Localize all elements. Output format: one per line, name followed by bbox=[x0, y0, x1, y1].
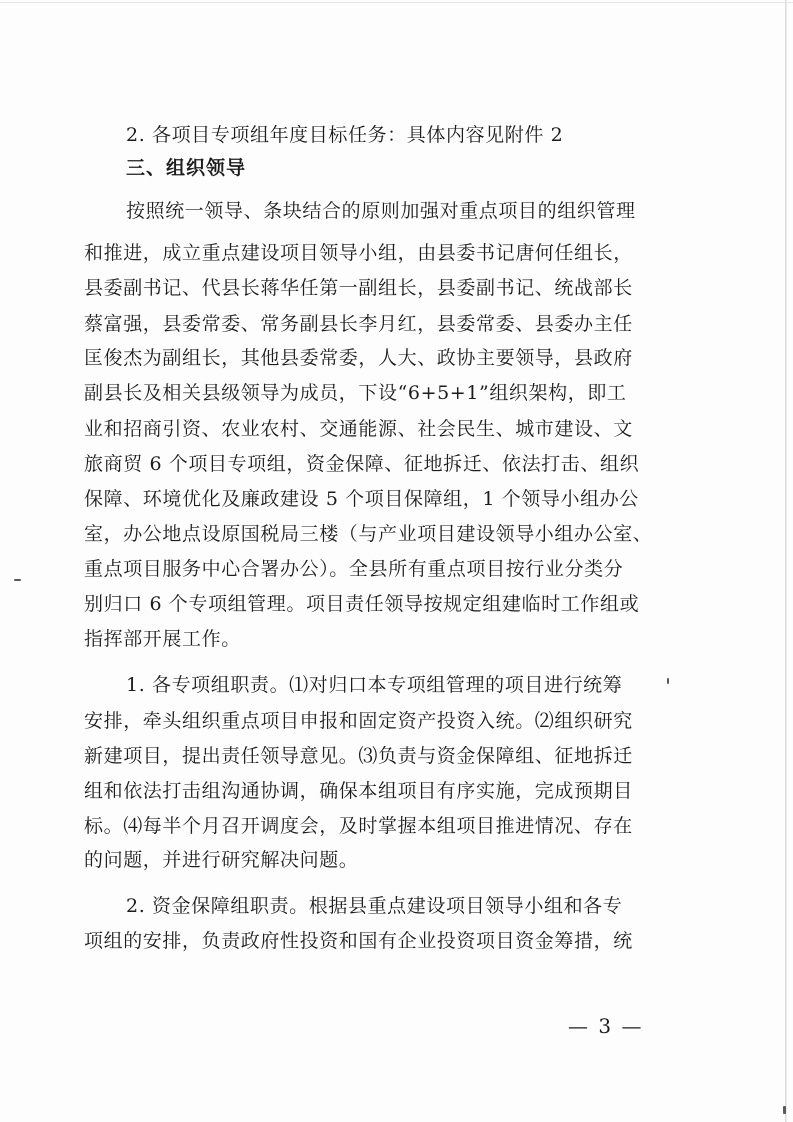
page-number: — 3 — bbox=[568, 1014, 644, 1038]
paragraph-line: 县委副书记、代县长蒋华任第一副组长，县委副书记、统战部长 bbox=[84, 277, 633, 299]
paragraph-line: 旅商贸 6 个项目专项组，资金保障、征地拆迁、依法打击、组织 bbox=[84, 453, 640, 475]
scan-top-edge bbox=[0, 2, 793, 3]
paragraph-line: 副县长及相关县级领导为成员，下设“6+5+1”组织架构，即工 bbox=[84, 382, 627, 404]
paragraph-line: 蔡富强，县委常委、常务副县长李月红，县委常委、县委办主任 bbox=[84, 313, 633, 335]
paragraph-line: 2. 资金保障组职责。根据县重点建设项目领导小组和各专 bbox=[126, 895, 623, 917]
paragraph-line: 1. 各专项组职责。⑴对归口本专项组管理的项目进行统筹 bbox=[126, 674, 623, 696]
section-heading-organization: 三、组织领导 bbox=[126, 157, 247, 179]
paragraph-line: 业和招商引资、农业农村、交通能源、社会民生、城市建设、文 bbox=[84, 418, 633, 440]
paragraph-line: 指挥部开展工作。 bbox=[84, 628, 241, 650]
paragraph-line: 标。⑷每半个月召开调度会，及时掌握本组项目推进情况、存在 bbox=[84, 815, 633, 837]
scan-speck bbox=[667, 678, 669, 684]
paragraph-line: 组和依法打击组沟通协调，确保本组项目有序实施，完成预期目 bbox=[84, 780, 633, 802]
paragraph-line: 匡俊杰为副组长，其他县委常委，人大、政协主要领导，县政府 bbox=[84, 347, 633, 369]
paragraph-line: 和推进，成立重点建设项目领导小组，由县委书记唐何任组长， bbox=[84, 242, 633, 264]
paragraph-line: 别归口 6 个专项组管理。项目责任领导按规定组建临时工作组或 bbox=[84, 593, 640, 615]
paragraph-line: 按照统一领导、条块结合的原则加强对重点项目的组织管理 bbox=[126, 200, 636, 222]
scan-speck bbox=[783, 1106, 786, 1114]
scan-right-edge bbox=[785, 0, 787, 1122]
paragraph-line: 室，办公地点设原国税局三楼（与产业项目建设领导小组办公室、 bbox=[84, 523, 653, 545]
paragraph-line: 重点项目服务中心合署办公）。全县所有重点项目按行业分类分 bbox=[84, 558, 624, 580]
scan-speck bbox=[14, 579, 21, 581]
paragraph-line: 项组的安排，负责政府性投资和国有企业投资项目资金筹措，统 bbox=[84, 930, 633, 952]
paragraph-line: 的问题，并进行研究解决问题。 bbox=[84, 849, 359, 871]
paragraph-line: 保障、环境优化及廉政建设 5 个项目保障组，1 个领导小组办公 bbox=[84, 488, 639, 510]
paragraph-line: 安排，牵头组织重点项目申报和固定资产投资入统。⑵组织研究 bbox=[84, 710, 633, 732]
section-item-2-targets: 2. 各项目专项组年度目标任务：具体内容见附件 2 bbox=[126, 124, 564, 146]
paragraph-line: 新建项目，提出责任领导意见。⑶负责与资金保障组、征地拆迁 bbox=[84, 745, 633, 767]
